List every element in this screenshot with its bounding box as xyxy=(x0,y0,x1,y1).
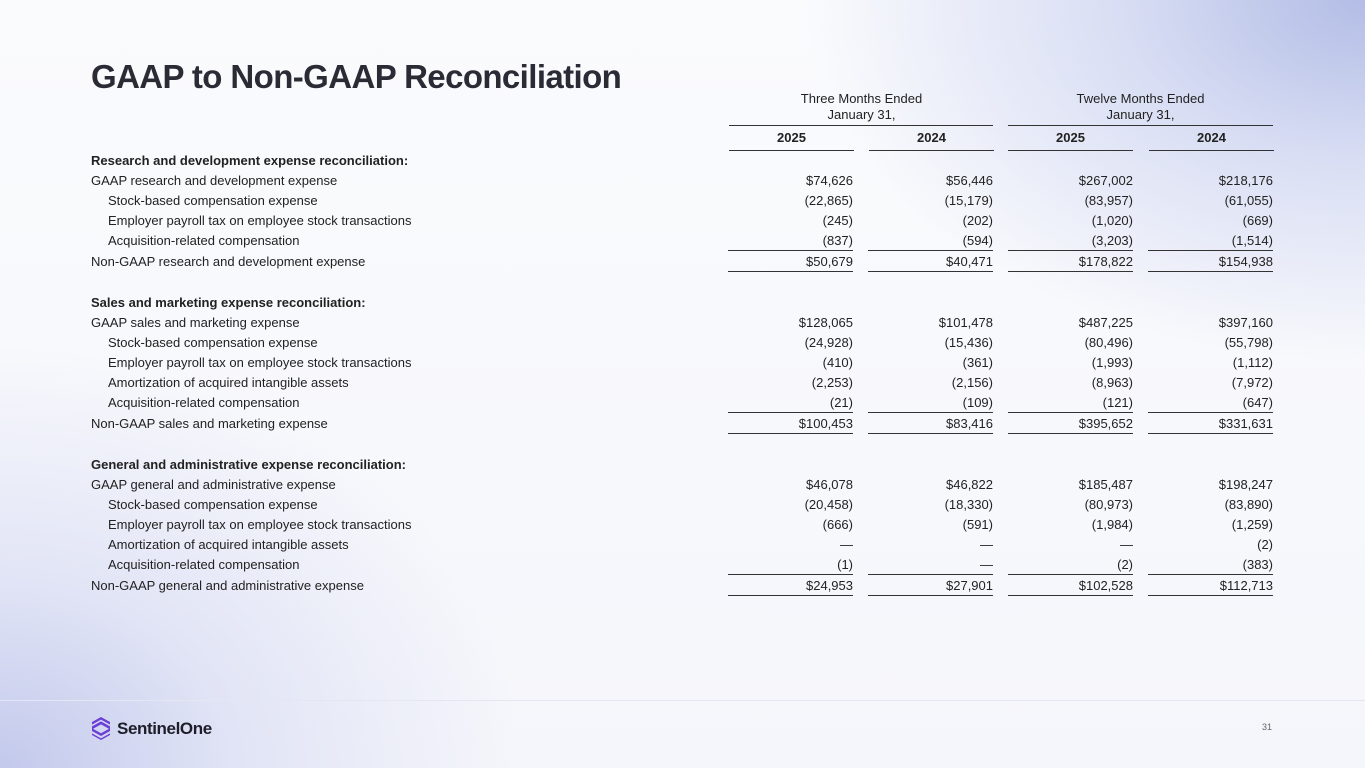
adjustment-row xyxy=(91,352,1273,372)
gaap-row xyxy=(91,170,1273,190)
total-value: $154,938 xyxy=(1148,251,1273,272)
row-label: Acquisition-related compensation xyxy=(108,394,300,410)
brand-logo xyxy=(91,716,212,741)
cell-value: (15,436) xyxy=(944,334,993,350)
cell-value: (7,972) xyxy=(1231,374,1273,390)
adjustment-row xyxy=(91,210,1273,230)
cell-value: — xyxy=(1120,536,1133,552)
adjustment-row xyxy=(91,514,1273,534)
cell-value: $218,176 xyxy=(1218,172,1273,188)
cell-value: (1,020) xyxy=(1091,212,1133,228)
cell-value: — xyxy=(980,556,993,572)
adjustment-row xyxy=(91,392,1273,413)
section-heading-row xyxy=(91,292,1273,312)
cell-value: $487,225 xyxy=(1078,314,1133,330)
sentinelone-logo-icon xyxy=(91,716,111,741)
cell-value: — xyxy=(980,536,993,552)
footer-divider xyxy=(0,700,1365,701)
row-label: Non-GAAP sales and marketing expense xyxy=(91,415,328,431)
cell-value: $101,478 xyxy=(938,314,993,330)
cell-value: (594) xyxy=(962,232,993,248)
total-value: $112,713 xyxy=(1148,575,1273,596)
cell-value: (1,993) xyxy=(1091,354,1133,370)
section-heading: Sales and marketing expense reconciliation: xyxy=(91,294,366,310)
adjustment-row xyxy=(91,554,1273,575)
cell-value: (245) xyxy=(822,212,853,228)
cell-value: (1,514) xyxy=(1231,232,1273,248)
section-heading: Research and development expense reconciliation: xyxy=(91,152,409,168)
adjustment-row xyxy=(91,332,1273,352)
section-heading: General and administrative expense reconciliation: xyxy=(91,456,406,472)
year-header-three-current: 2025 xyxy=(777,130,806,145)
row-label: Acquisition-related compensation xyxy=(108,232,300,248)
spacer-row xyxy=(91,434,1273,455)
cell-value: (410) xyxy=(822,354,853,370)
gaap-row xyxy=(91,474,1273,494)
brand-name: SentinelOne xyxy=(117,718,212,738)
twelve-months-sublabel: January 31, xyxy=(1106,107,1175,122)
cell-value: $185,487 xyxy=(1078,476,1133,492)
row-label: GAAP research and development expense xyxy=(91,172,338,188)
adjustment-row xyxy=(91,372,1273,392)
twelve-months-underline xyxy=(1008,125,1273,126)
cell-value: (2) xyxy=(1257,536,1273,552)
row-label: Stock-based compensation expense xyxy=(108,192,318,208)
cell-value: (3,203) xyxy=(1091,232,1133,248)
row-label: GAAP sales and marketing expense xyxy=(91,314,300,330)
three-months-sublabel: January 31, xyxy=(827,107,896,122)
total-value: $178,822 xyxy=(1008,251,1133,272)
cell-value: (15,179) xyxy=(944,192,993,208)
three-months-label: Three Months Ended xyxy=(800,91,923,106)
row-label: Non-GAAP research and development expense xyxy=(91,253,366,269)
cell-value: (2,156) xyxy=(951,374,993,390)
total-row xyxy=(91,251,1273,272)
cell-value: (20,458) xyxy=(804,496,853,512)
three-months-header xyxy=(729,91,994,123)
year-header-twelve-prior: 2024 xyxy=(1197,130,1226,145)
total-value: $100,453 xyxy=(728,413,853,434)
cell-value: $56,446 xyxy=(946,172,993,188)
cell-value: (837) xyxy=(822,232,853,248)
row-label: Amortization of acquired intangible assets xyxy=(108,374,349,390)
cell-value: $267,002 xyxy=(1078,172,1133,188)
cell-value: (666) xyxy=(822,516,853,532)
reconciliation-table xyxy=(91,150,1273,596)
cell-value: (1) xyxy=(837,556,853,572)
total-value: $395,652 xyxy=(1008,413,1133,434)
three-months-underline xyxy=(729,125,993,126)
total-value: $27,901 xyxy=(868,575,993,596)
cell-value: (83,957) xyxy=(1084,192,1133,208)
cell-value: (2,253) xyxy=(811,374,853,390)
row-label: Acquisition-related compensation xyxy=(108,556,300,572)
cell-value: $46,822 xyxy=(946,476,993,492)
section-heading-row xyxy=(91,150,1273,170)
page-title: GAAP to Non-GAAP Reconciliation xyxy=(91,58,622,95)
cell-value: (669) xyxy=(1242,212,1273,228)
cell-value: (80,496) xyxy=(1084,334,1133,350)
cell-value: (55,798) xyxy=(1224,334,1273,350)
cell-value: $46,078 xyxy=(806,476,853,492)
year-header-twelve-current: 2025 xyxy=(1056,130,1085,145)
cell-value: (1,112) xyxy=(1232,354,1273,370)
cell-value: $74,626 xyxy=(806,172,853,188)
row-label: Stock-based compensation expense xyxy=(108,496,318,512)
total-value: $331,631 xyxy=(1148,413,1273,434)
cell-value: (361) xyxy=(962,354,993,370)
twelve-months-header xyxy=(1008,91,1273,123)
adjustment-row xyxy=(91,494,1273,514)
cell-value: (1,259) xyxy=(1231,516,1273,532)
cell-value: (1,984) xyxy=(1091,516,1133,532)
cell-value: (24,928) xyxy=(804,334,853,350)
cell-value: (61,055) xyxy=(1224,192,1273,208)
row-label: Amortization of acquired intangible assets xyxy=(108,536,349,552)
cell-value: (383) xyxy=(1242,556,1273,572)
cell-value: (2) xyxy=(1117,556,1133,572)
cell-value: (109) xyxy=(962,394,993,410)
section-heading-row xyxy=(91,454,1273,474)
row-label: Employer payroll tax on employee stock transactions xyxy=(108,354,412,370)
cell-value: (22,865) xyxy=(804,192,853,208)
adjustment-row xyxy=(91,190,1273,210)
cell-value: (202) xyxy=(962,212,993,228)
cell-value: (18,330) xyxy=(944,496,993,512)
total-value: $40,471 xyxy=(868,251,993,272)
cell-value: (121) xyxy=(1102,394,1133,410)
cell-value: (591) xyxy=(962,516,993,532)
cell-value: $128,065 xyxy=(798,314,853,330)
total-value: $50,679 xyxy=(728,251,853,272)
total-row xyxy=(91,575,1273,596)
row-label: Employer payroll tax on employee stock transactions xyxy=(108,212,412,228)
cell-value: $397,160 xyxy=(1218,314,1273,330)
twelve-months-label: Twelve Months Ended xyxy=(1076,91,1205,106)
total-value: $102,528 xyxy=(1008,575,1133,596)
cell-value: — xyxy=(840,536,853,552)
row-label: Employer payroll tax on employee stock transactions xyxy=(108,516,412,532)
page-number: 31 xyxy=(1261,722,1272,732)
spacer-row xyxy=(91,272,1273,293)
cell-value: (83,890) xyxy=(1224,496,1273,512)
year-header-three-prior: 2024 xyxy=(917,130,946,145)
total-value: $83,416 xyxy=(868,413,993,434)
row-label: Non-GAAP general and administrative expense xyxy=(91,577,364,593)
cell-value: (21) xyxy=(829,394,853,410)
cell-value: (647) xyxy=(1242,394,1273,410)
cell-value: (8,963) xyxy=(1091,374,1133,390)
adjustment-row xyxy=(91,534,1273,554)
cell-value: (80,973) xyxy=(1084,496,1133,512)
row-label: Stock-based compensation expense xyxy=(108,334,318,350)
total-value: $24,953 xyxy=(728,575,853,596)
cell-value: $198,247 xyxy=(1218,476,1273,492)
total-row xyxy=(91,413,1273,434)
adjustment-row xyxy=(91,230,1273,251)
row-label: GAAP general and administrative expense xyxy=(91,476,336,492)
gaap-row xyxy=(91,312,1273,332)
